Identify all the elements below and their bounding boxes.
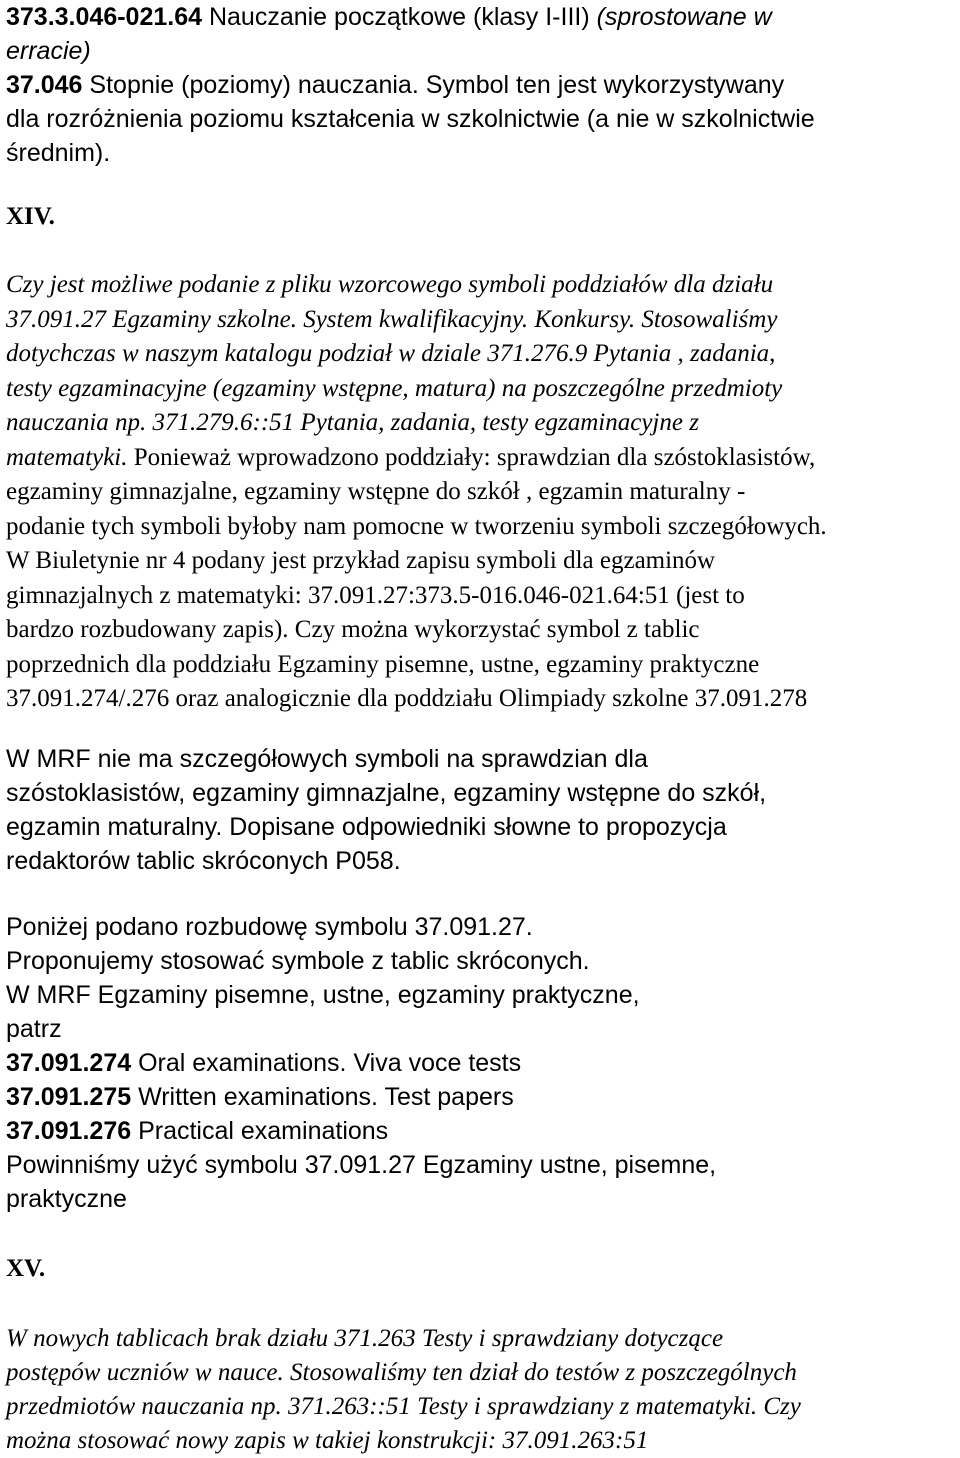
answer-line: egzamin maturalny. Dopisane odpowiedniki słowne to propozycja: [6, 813, 727, 841]
question-line: postępów uczniów w nauce. Stosowaliśmy ten dział do testów z poszczególnych: [6, 1359, 797, 1386]
symbol-item: [6, 1046, 952, 1080]
question-line: egzaminy gimnazjalne, egzaminy wstępne do szkół , egzamin maturalny -: [6, 478, 746, 505]
answer-line: W MRF nie ma szczegółowych symboli na sprawdzian dla: [6, 745, 648, 773]
answer-xiv-part2: [6, 910, 952, 1216]
correction-note: (sprostowane w: [596, 3, 772, 31]
question-line: poprzednich dla poddziału Egzaminy pisemne, ustne, egzaminy praktyczne: [6, 650, 760, 678]
question-line: przedmiotów nauczania np. 371.263::51 Testy i sprawdziany z matematyki. Czy: [6, 1393, 801, 1420]
symbol-desc: Written examinations. Test papers: [131, 1083, 514, 1111]
answer-line: Poniżej podano rozbudowę symbolu 37.091.27.: [6, 913, 533, 941]
levels-line-3: średnim).: [6, 139, 111, 167]
answer-line: Powinniśmy użyć symbolu 37.091.27 Egzaminy ustne, pisemne,: [6, 1151, 717, 1179]
symbol-code: 37.091.276: [6, 1117, 132, 1145]
question-line: Czy jest możliwe podanie z pliku wzorcowego symboli poddziałów dla działu: [6, 271, 774, 298]
levels-line-2: dla rozróżnienia poziomu kształcenia w szkolnictwie (a nie w szkolnictwie: [6, 105, 815, 133]
intro-block: [6, 0, 952, 170]
question-line: testy egzaminacyjne (egzaminy wstępne, matura) na poszczególne przedmioty: [6, 374, 783, 402]
symbol-item: [6, 1114, 952, 1148]
question-xv: [6, 1322, 952, 1458]
heading-line-1: [6, 0, 952, 34]
section-heading-xv: XV.: [6, 1255, 46, 1282]
question-xiv: [6, 268, 952, 717]
class-code: 373.3.046-021.64: [6, 3, 203, 31]
symbol-desc: Oral examinations. Viva voce tests: [131, 1049, 522, 1077]
answer-line: praktyczne: [6, 1185, 127, 1213]
symbol-item: [6, 1080, 952, 1114]
levels-text: Stopnie (poziomy) nauczania. Symbol ten jest wykorzystywany: [82, 71, 785, 99]
symbol-code: 37.091.275: [6, 1083, 132, 1111]
levels-code: 37.046: [6, 71, 83, 99]
question-line-mixed: [6, 441, 952, 476]
question-line: można stosować nowy zapis w takiej konstrukcji: 37.091.263:51: [6, 1427, 649, 1454]
question-line: dotychczas w naszym katalogu podział w dziale 371.276.9 Pytania , zadania,: [6, 340, 776, 367]
question-line: 37.091.274/.276 oraz analogicznie dla poddziału Olimpiady szkolne 37.091.278: [6, 685, 808, 712]
answer-line: patrz: [6, 1015, 62, 1043]
answer-line: redaktorów tablic skróconych P058.: [6, 847, 401, 875]
question-text-upright: Ponieważ wprowadzono poddziały: sprawdzian dla szóstoklasistów,: [127, 443, 816, 471]
answer-line: W MRF Egzaminy pisemne, ustne, egzaminy praktyczne,: [6, 981, 640, 1009]
question-line: podanie tych symboli byłoby nam pomocne w tworzeniu symboli szczegółowych.: [6, 512, 827, 540]
symbol-code: 37.091.274: [6, 1049, 132, 1077]
class-title: Nauczanie początkowe (klasy I-III): [202, 3, 597, 31]
section-heading-xiv: XIV.: [6, 203, 55, 230]
question-line: W nowych tablicach brak działu 371.263 Testy i sprawdziany dotyczące: [6, 1325, 724, 1352]
symbol-desc: Practical examinations: [131, 1117, 389, 1145]
answer-line: Proponujemy stosować symbole z tablic skróconych.: [6, 947, 590, 975]
question-text: matematyki.: [6, 443, 128, 471]
correction-note-cont: erracie): [6, 37, 91, 65]
question-line: 37.091.27 Egzaminy szkolne. System kwalifikacyjny. Konkursy. Stosowaliśmy: [6, 305, 778, 333]
question-line: nauczania np. 371.279.6::51 Pytania, zadania, testy egzaminacyjne z: [6, 409, 699, 436]
answer-xiv-part1: [6, 742, 952, 878]
question-line: gimnazjalnych z matematyki: 37.091.27:373.5-016.046-021.64:51 (jest to: [6, 581, 745, 609]
question-line: W Biuletynie nr 4 podany jest przykład zapisu symboli dla egzaminów: [6, 547, 716, 574]
answer-line: szóstoklasistów, egzaminy gimnazjalne, egzaminy wstępne do szkół,: [6, 779, 767, 807]
levels-line-1: [6, 68, 952, 102]
question-line: bardzo rozbudowany zapis). Czy można wykorzystać symbol z tablic: [6, 616, 700, 643]
